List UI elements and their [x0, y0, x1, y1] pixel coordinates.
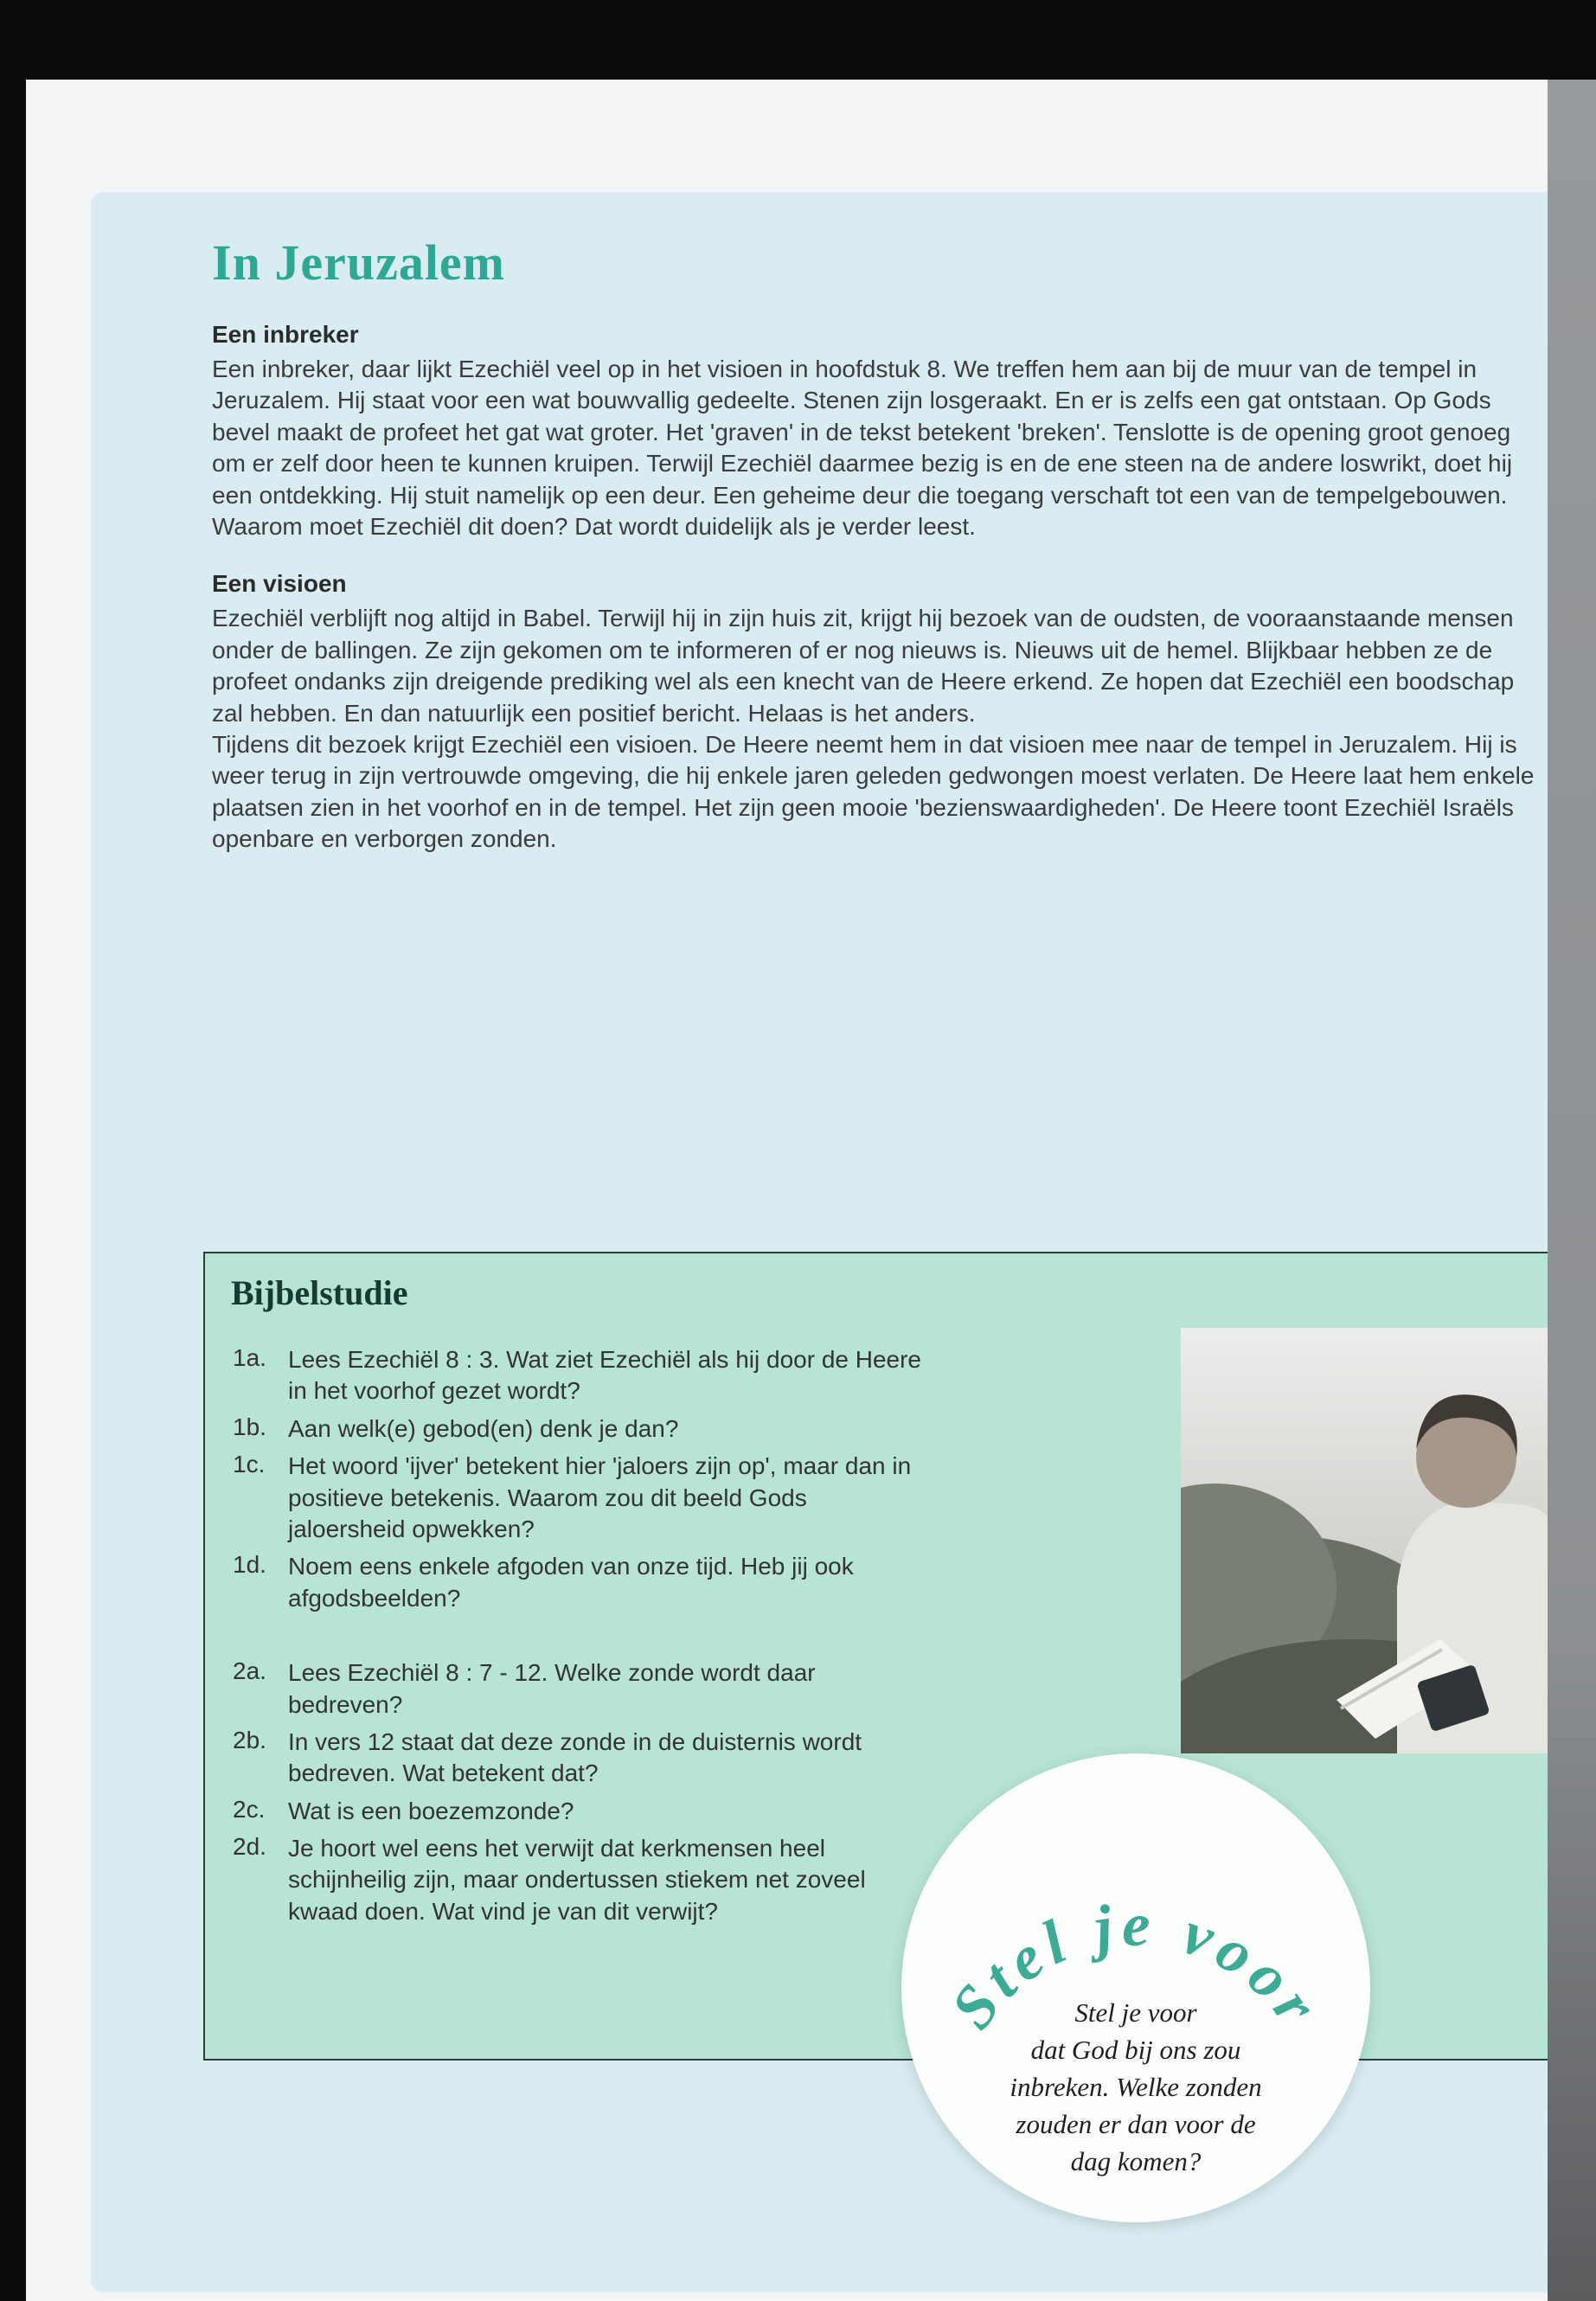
section-een-inbreker	[212, 321, 1547, 542]
question-label: 2c.	[233, 1795, 266, 1823]
question-label: 1b.	[233, 1413, 266, 1440]
question-text: Aan welk(e) gebod(en) denk je dan?	[288, 1414, 679, 1442]
scan-left-edge	[0, 0, 26, 2301]
photo-illustration	[1181, 1328, 1567, 1753]
question-label: 2b.	[233, 1726, 266, 1753]
photo-young-man-reading	[1181, 1328, 1567, 1753]
book-page	[26, 80, 1548, 2301]
question-text: Lees Ezechiël 8 : 3. Wat ziet Ezechiël als hij door de Heere in het voorhof gezet wordt?	[288, 1346, 922, 1405]
question-item	[233, 1551, 925, 1614]
section-paragraph: Tijdens dit bezoek krijgt Ezechiël een visioen. De Heere neemt hem in dat visioen mee naar de tempel in Jeruzalem. Hij is weer terug in zijn vertrouwde omgeving, die hij enkele jaren geleden gedwongen moest verlaten. De Heere laat hem enkele plaatsen zien in het voorhof en in de tempel. Het zijn geen mooie 'bezienswaardigheden'. De Heere toont Ezechiël Israëls openbare en verborgen zonden.	[212, 730, 1535, 853]
question-item	[233, 1833, 925, 1927]
section-paragraph: Ezechiël verblijft nog altijd in Babel. Terwijl hij in zijn huis zit, krijgt hij bezoek van de oudsten, de vooraanstaande mensen onder de ballingen. Ze zijn gekomen om te informeren of er nog nieuws is. Nieuws uit de hemel. Blijkbaar hebben ze de profeet ondanks zijn dreigende prediking wel als een knecht van de Heere erkend. Ze hopen dat Ezechiël een boodschap zal hebben. En dan natuurlijk een positief bericht. Helaas is het anders.	[212, 605, 1515, 727]
question-text: Lees Ezechiël 8 : 7 - 12. Welke zonde wordt daar bedreven?	[288, 1659, 816, 1718]
stel-je-voor-line: dat God bij ons zou	[1030, 2035, 1241, 2065]
stel-je-voor-line: dag komen?	[1070, 2146, 1202, 2176]
scan-top-edge	[0, 0, 1596, 80]
question-label: 1c.	[233, 1451, 266, 1478]
question-item	[233, 1413, 925, 1445]
question-item	[233, 1657, 925, 1721]
question-text: Wat is een boezemzonde?	[288, 1797, 574, 1824]
question-list	[233, 1344, 925, 1933]
bijbelstudie-heading: Bijbelstudie	[231, 1273, 408, 1312]
stel-je-voor-line: Stel je voor	[1074, 1997, 1197, 2028]
question-label: 1a.	[233, 1344, 266, 1371]
question-text: Het woord 'ijver' betekent hier 'jaloers zijn op', maar dan in positieve betekenis. Waarom zou dit beeld Gods jaloersheid opwekken?	[288, 1452, 912, 1542]
question-item	[233, 1344, 925, 1407]
question-label: 1d.	[233, 1551, 266, 1579]
section-heading: Een visioen	[212, 570, 347, 598]
stel-je-voor-text	[897, 1994, 1375, 2180]
question-text: Je hoort wel eens het verwijt dat kerkmensen heel schijnheilig zijn, maar ondertussen stiekem net zoveel kwaad doen. Wat vind je van dit verwijt?	[288, 1835, 866, 1925]
question-item	[233, 1727, 925, 1790]
bijbelstudie-box	[203, 1252, 1570, 2176]
question-item	[233, 1796, 925, 1827]
section-een-visioen	[212, 570, 1547, 855]
question-text: Noem eens enkele afgoden van onze tijd. Heb jij ook afgodsbeelden?	[288, 1553, 854, 1612]
content-panel	[91, 192, 1560, 2292]
question-label: 2a.	[233, 1657, 266, 1685]
stel-je-voor-circle	[897, 1749, 1375, 2227]
section-heading: Een inbreker	[212, 321, 359, 348]
stel-je-voor-arc-text: Stel je voor	[937, 1889, 1336, 2041]
stel-je-voor-line: zouden er dan voor de	[1016, 2109, 1256, 2139]
question-item	[233, 1451, 925, 1545]
page-title: In Jeruzalem	[212, 234, 505, 291]
stel-je-voor-line: inbreken. Welke zonden	[1010, 2072, 1262, 2102]
section-paragraph: Een inbreker, daar lijkt Ezechiël veel op in het visioen in hoofdstuk 8. We treffen hem aan bij de muur van de tempel in Jeruzalem. Hij staat voor een wat bouwvallig gedeelte. Stenen zijn losgeraakt. En er is zelfs een gat ontstaan. Op Gods bevel maakt de profeet het gat wat groter. Het 'graven' in de tekst betekent 'breken'. Tenslotte is de opening groot genoeg om er zelf door heen te kunnen kruipen. Terwijl Ezechiël daarmee bezig is en de ene steen na de andere loswrikt, doet hij een ontdekking. Hij stuit namelijk op een deur. Een geheime deur die toegang verschaft tot een van de tempelgebouwen. Waarom moet Ezechiël dit doen? Dat wordt duidelijk als je verder leest.	[212, 356, 1513, 540]
question-label: 2d.	[233, 1833, 266, 1861]
question-text: In vers 12 staat dat deze zonde in de duisternis wordt bedreven. Wat betekent dat?	[288, 1727, 862, 1787]
book-spine-edge	[1548, 80, 1596, 2301]
